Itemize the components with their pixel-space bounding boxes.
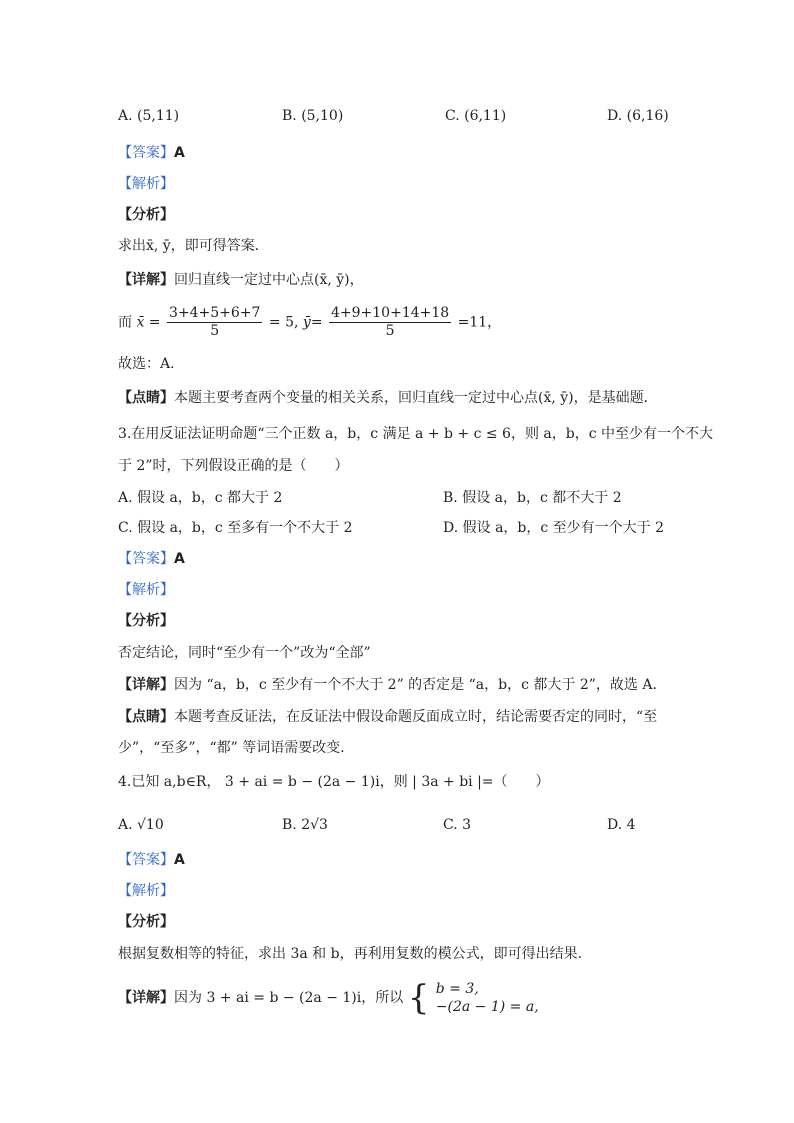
q2-fenxi-text: 求出x̄, ȳ，即可得答案．	[118, 238, 269, 254]
detail-text: 回归直线一定过中心点(x̄, ȳ)，	[174, 272, 364, 288]
answer-tag: 【答案】	[118, 852, 174, 868]
q3-comment-line2: 少”，“至多”，“都” 等词语需要改变．	[118, 740, 355, 756]
q3-comment-row	[118, 709, 657, 726]
q4-fenxi-tag: 【分析】	[118, 914, 174, 930]
q2-comment-row	[118, 390, 658, 407]
formula-y-result: =11，	[457, 314, 502, 331]
answer-tag: 【答案】	[118, 145, 174, 161]
q2-detail-formula	[118, 305, 501, 340]
detail-tag: 【详解】	[118, 272, 174, 288]
q4-answer-row	[118, 852, 185, 869]
q3-analysis-tag: 【解析】	[118, 582, 174, 598]
formula-x-fraction	[167, 305, 262, 340]
formula-y-fraction	[329, 305, 451, 340]
system-line-1: b = 3,	[435, 981, 479, 997]
q4-option-c: C. 3	[443, 817, 472, 833]
q2-detail-row	[118, 272, 364, 289]
comment-tag: 【点睛】	[118, 390, 174, 406]
q3-option-b: B. 假设 a，b，c 都不大于 2	[443, 490, 622, 506]
detail-text: 因为 “a，b，c 至少有一个不大于 2” 的否定是 “a，b，c 都大于 2”，故选 A.	[174, 677, 657, 693]
detail-tag: 【详解】	[118, 677, 174, 693]
q4-option-b: B. 2√3	[282, 817, 328, 833]
detail-text: 因为 3 + ai = b − (2a − 1)i，所以	[174, 990, 404, 1006]
formula-er: 而	[118, 314, 132, 331]
comment-text: 本题主要考查两个变量的相关关系，回归直线一定过中心点(x̄, ȳ)，是基础题．	[174, 390, 658, 406]
q2-answer-row	[118, 145, 185, 162]
q2-conclusion: 故选：A.	[118, 356, 175, 372]
formula-x-result: = 5,	[268, 314, 299, 331]
formula-x-denominator: 5	[210, 322, 220, 339]
formula-y-denominator: 5	[385, 322, 395, 339]
formula-x-numerator: 3+4+5+6+7	[168, 305, 261, 321]
system-line-2: −(2a − 1) = a,	[435, 999, 539, 1015]
q3-fenxi-text: 否定结论，同时“至少有一个”改为“全部”	[118, 645, 371, 661]
formula-y-lhs: ȳ=	[302, 314, 323, 331]
comment-text: 本题考查反证法，在反证法中假设命题反面成立时，结论需要否定的同时，“至	[174, 709, 658, 725]
q4-detail-row	[118, 980, 539, 1016]
q4-analysis-tag: 【解析】	[118, 883, 174, 899]
q2-option-b: B. (5,10)	[282, 108, 344, 124]
q3-option-c: C. 假设 a，b，c 至多有一个不大于 2	[118, 520, 353, 536]
q4-option-a: A. √10	[118, 817, 164, 833]
answer-value: A	[174, 852, 185, 868]
q2-analysis-tag: 【解析】	[118, 176, 174, 192]
detail-tag: 【详解】	[118, 990, 174, 1006]
q2-option-a: A. (5,11)	[118, 108, 180, 124]
equation-system	[436, 980, 539, 1016]
q3-option-d: D. 假设 a，b，c 至少有一个大于 2	[443, 520, 665, 536]
q2-option-c: C. (6,11)	[445, 108, 507, 124]
q3-detail-row	[118, 677, 657, 694]
brace-icon: {	[407, 978, 430, 1018]
comment-tag: 【点睛】	[118, 709, 174, 725]
answer-tag: 【答案】	[118, 551, 174, 567]
formula-y-numerator: 4+9+10+14+18	[331, 305, 450, 321]
answer-value: A	[174, 145, 185, 161]
q3-answer-row	[118, 551, 185, 568]
formula-x-lhs: x̄ =	[136, 314, 161, 331]
q2-fenxi-tag: 【分析】	[118, 207, 174, 223]
q3-fenxi-tag: 【分析】	[118, 613, 174, 629]
q4-stem: 4.已知 a,b∈R， 3 + ai = b − (2a − 1)i，则 | 3a + bi |=（ ）	[118, 774, 550, 790]
q2-option-d: D. (6,16)	[607, 108, 669, 124]
q4-option-d: D. 4	[607, 817, 636, 833]
q3-stem-line1: 3.在用反证法证明命题“三个正数 a，b，c 满足 a + b + c ≤ 6，则 a，b，c 中至少有一个不大	[118, 426, 714, 442]
q4-fenxi-text: 根据复数相等的特征，求出 3a 和 b，再利用复数的模公式，即可得出结果.	[118, 946, 583, 962]
q3-stem-line2: 于 2”时，下列假设正确的是（ ）	[118, 458, 349, 474]
q3-option-a: A. 假设 a，b，c 都大于 2	[118, 490, 283, 506]
answer-value: A	[174, 551, 185, 567]
